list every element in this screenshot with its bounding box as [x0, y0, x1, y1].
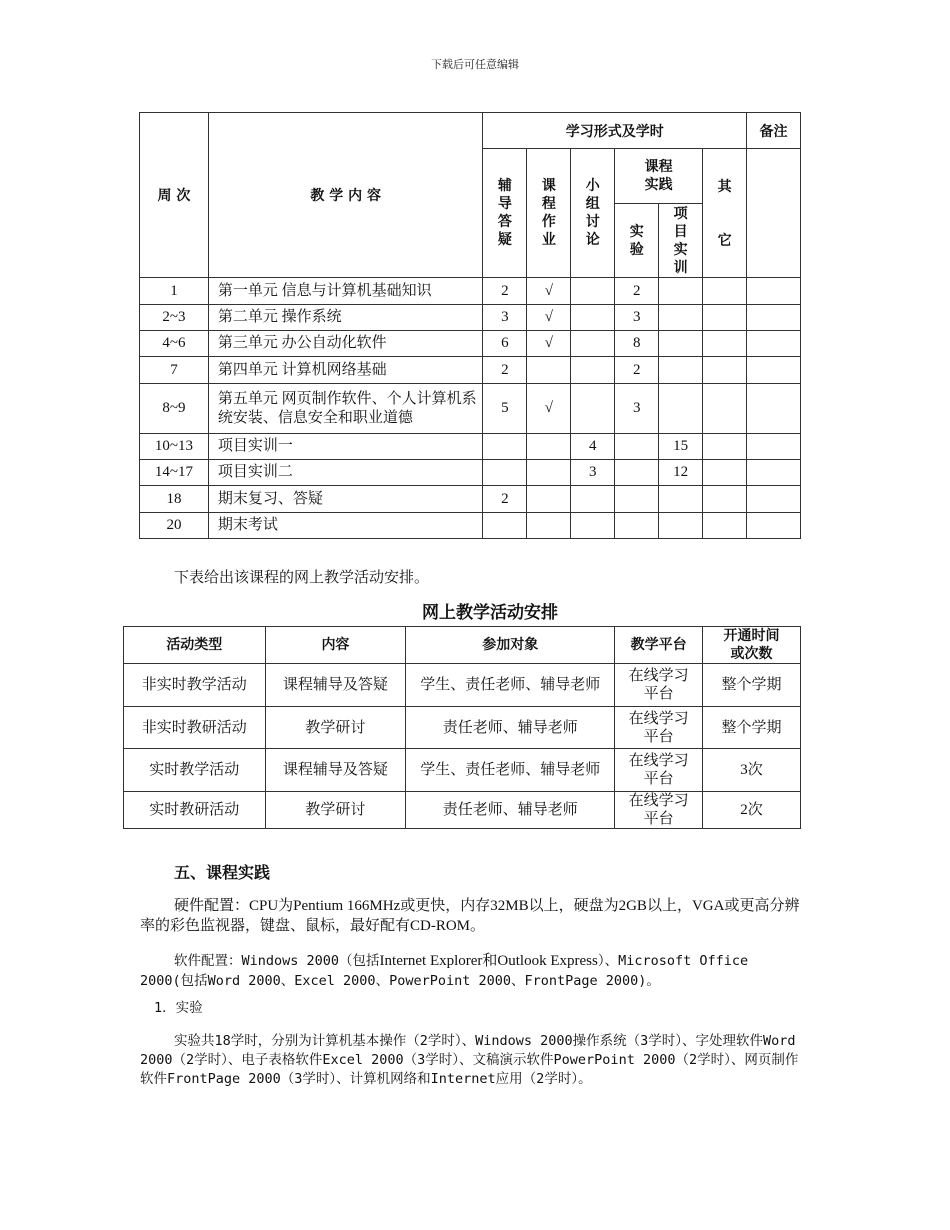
- cell-project: 12: [659, 460, 703, 486]
- cell-activity-content: 教学研讨: [265, 792, 406, 829]
- cell-project: [659, 513, 703, 539]
- cell-other: [703, 384, 747, 434]
- cell-tutoring: 5: [483, 384, 527, 434]
- cell-group: [571, 278, 615, 305]
- table-row: [140, 513, 801, 539]
- experiment-paragraph: 实验共18学时，分别为计算机基本操作（2学时）、Windows 2000操作系统（3学时）、字处理软件Word 2000（2学时）、电子表格软件Excel 2000（3学时）、文稿演示软件PowerPoint 2000（2学时）、网页制作软件FrontPage 2000（3学时）、计算机网络和Internet应用（2学时）。: [140, 1033, 799, 1087]
- cell-activity-type: 非实时教学活动: [124, 664, 266, 707]
- cell-tutoring: [483, 434, 527, 460]
- header-activity-content: 内容: [265, 627, 406, 664]
- cell-other: [703, 486, 747, 513]
- cell-week: 7: [140, 357, 209, 384]
- cell-project: [659, 331, 703, 357]
- cell-remark: [747, 331, 801, 357]
- cell-project: [659, 278, 703, 305]
- cell-experiment: [615, 434, 659, 460]
- cell-week: 20: [140, 513, 209, 539]
- cell-homework: √: [527, 305, 571, 331]
- cell-remark: [747, 278, 801, 305]
- cell-participants: 学生、责任老师、辅导老师: [406, 749, 615, 792]
- cell-week: 2~3: [140, 305, 209, 331]
- cell-remark: [747, 513, 801, 539]
- cell-week: 8~9: [140, 384, 209, 434]
- cell-participants: 责任老师、辅导老师: [406, 792, 615, 829]
- cell-platform: 在线学习平台: [615, 749, 703, 792]
- cell-group: [571, 513, 615, 539]
- cell-activity-type: 实时教学活动: [124, 749, 266, 792]
- cell-homework: √: [527, 384, 571, 434]
- online-activity-table: [123, 626, 801, 829]
- header-group-discussion: 小组讨论: [571, 149, 615, 278]
- cell-experiment: 3: [615, 305, 659, 331]
- online-table-title: 网上教学活动安排: [422, 603, 558, 623]
- cell-experiment: [615, 486, 659, 513]
- header-participants: 参加对象: [406, 627, 615, 664]
- cell-tutoring: 2: [483, 278, 527, 305]
- cell-content: 项目实训二: [208, 460, 483, 486]
- cell-week: 18: [140, 486, 209, 513]
- cell-project: [659, 486, 703, 513]
- header-content: 教 学 内 容: [208, 113, 483, 278]
- cell-group: 4: [571, 434, 615, 460]
- cell-platform: 在线学习平台: [615, 792, 703, 829]
- header-other: [703, 149, 747, 278]
- cell-open-time: 2次: [703, 792, 801, 829]
- cell-participants: 责任老师、辅导老师: [406, 707, 615, 749]
- cell-homework: [527, 513, 571, 539]
- software-text-b: Internet Explorer和Outlook Express: [379, 953, 598, 969]
- cell-homework: [527, 357, 571, 384]
- cell-experiment: 2: [615, 278, 659, 305]
- cell-activity-type: 实时教研活动: [124, 792, 266, 829]
- cell-remark: [747, 357, 801, 384]
- header-experiment: 实验: [615, 204, 659, 278]
- table-row: [140, 278, 801, 305]
- table-row: [140, 331, 801, 357]
- cell-experiment: 3: [615, 384, 659, 434]
- cell-project: [659, 357, 703, 384]
- header-tutoring: 辅导答疑: [483, 149, 527, 278]
- cell-homework: √: [527, 331, 571, 357]
- intro-text: 下表给出该课程的网上教学活动安排。: [174, 570, 430, 586]
- cell-homework: [527, 486, 571, 513]
- cell-experiment: 2: [615, 357, 659, 384]
- cell-group: 3: [571, 460, 615, 486]
- table-row: [124, 749, 801, 792]
- software-text-a: 软件配置：Windows 2000（包括: [174, 953, 380, 969]
- header-homework: 课程作业: [527, 149, 571, 278]
- page-header: 下载后可任意编辑: [431, 58, 519, 71]
- cell-group: [571, 486, 615, 513]
- cell-other: [703, 513, 747, 539]
- cell-tutoring: 2: [483, 357, 527, 384]
- header-platform: 教学平台: [615, 627, 703, 664]
- table-row: [140, 357, 801, 384]
- cell-week: 14~17: [140, 460, 209, 486]
- cell-project: [659, 305, 703, 331]
- cell-tutoring: [483, 460, 527, 486]
- cell-project: [659, 384, 703, 434]
- cell-other: [703, 434, 747, 460]
- table-row: [124, 792, 801, 829]
- cell-tutoring: 6: [483, 331, 527, 357]
- cell-content: 第五单元 网页制作软件、个人计算机系统安装、信息安全和职业道德: [208, 384, 483, 434]
- software-paragraph: [140, 951, 800, 991]
- cell-experiment: 8: [615, 331, 659, 357]
- cell-content: 项目实训一: [208, 434, 483, 460]
- cell-week: 10~13: [140, 434, 209, 460]
- cell-open-time: 整个学期: [703, 707, 801, 749]
- table-row: [124, 707, 801, 749]
- cell-other: [703, 278, 747, 305]
- cell-week: 4~6: [140, 331, 209, 357]
- cell-other: [703, 357, 747, 384]
- cell-other: [703, 305, 747, 331]
- header-activity-type: 活动类型: [124, 627, 266, 664]
- cell-remark: [747, 384, 801, 434]
- cell-content: 期末复习、答疑: [208, 486, 483, 513]
- header-remark-body: [747, 149, 801, 278]
- header-course-practice: 课程实践: [615, 149, 703, 204]
- cell-tutoring: [483, 513, 527, 539]
- cell-homework: [527, 460, 571, 486]
- cell-group: [571, 357, 615, 384]
- cell-other: [703, 331, 747, 357]
- header-remark: 备注: [747, 113, 801, 149]
- table-row: [124, 664, 801, 707]
- subheading-experiment: 1．实验: [154, 1000, 203, 1016]
- cell-content: 第二单元 操作系统: [208, 305, 483, 331]
- table-row: [140, 305, 801, 331]
- software-text-c: ）、Microsoft Office 2000(包括Word 2000、Excel 2000、PowerPoint 2000、FrontPage 2000)。: [140, 953, 749, 989]
- cell-platform: 在线学习平台: [615, 707, 703, 749]
- table-row: [140, 384, 801, 434]
- section-heading: 五、课程实践: [174, 863, 271, 882]
- cell-activity-content: 课程辅导及答疑: [265, 749, 406, 792]
- schedule-table: [139, 112, 801, 539]
- header-week: 周 次: [140, 113, 209, 278]
- header-other-top: 其: [717, 179, 732, 195]
- hardware-paragraph: 硬件配置：CPU为Pentium 166MHz或更快，内存32MB以上，硬盘为2GB以上，VGA或更高分辨率的彩色监视器，键盘、鼠标，最好配有CD-ROM。: [140, 898, 800, 934]
- cell-group: [571, 384, 615, 434]
- cell-remark: [747, 486, 801, 513]
- cell-content: 第三单元 办公自动化软件: [208, 331, 483, 357]
- table-row: [140, 460, 801, 486]
- header-study-forms: 学习形式及学时: [483, 113, 747, 149]
- cell-homework: [527, 434, 571, 460]
- cell-remark: [747, 305, 801, 331]
- cell-content: 期末考试: [208, 513, 483, 539]
- cell-remark: [747, 460, 801, 486]
- cell-platform: 在线学习平台: [615, 664, 703, 707]
- cell-content: 第一单元 信息与计算机基础知识: [208, 278, 483, 305]
- cell-other: [703, 460, 747, 486]
- cell-activity-type: 非实时教研活动: [124, 707, 266, 749]
- cell-project: 15: [659, 434, 703, 460]
- cell-content: 第四单元 计算机网络基础: [208, 357, 483, 384]
- cell-tutoring: 2: [483, 486, 527, 513]
- cell-group: [571, 305, 615, 331]
- header-other-bottom: 它: [717, 233, 732, 249]
- cell-experiment: [615, 460, 659, 486]
- cell-open-time: 3次: [703, 749, 801, 792]
- cell-remark: [747, 434, 801, 460]
- header-project: 项目实训: [659, 204, 703, 278]
- table-row: [140, 486, 801, 513]
- cell-group: [571, 331, 615, 357]
- cell-experiment: [615, 513, 659, 539]
- header-open-time: 开通时间或次数: [703, 627, 801, 664]
- cell-activity-content: 课程辅导及答疑: [265, 664, 406, 707]
- cell-tutoring: 3: [483, 305, 527, 331]
- cell-homework: √: [527, 278, 571, 305]
- cell-open-time: 整个学期: [703, 664, 801, 707]
- cell-activity-content: 教学研讨: [265, 707, 406, 749]
- cell-week: 1: [140, 278, 209, 305]
- table-row: [140, 434, 801, 460]
- cell-participants: 学生、责任老师、辅导老师: [406, 664, 615, 707]
